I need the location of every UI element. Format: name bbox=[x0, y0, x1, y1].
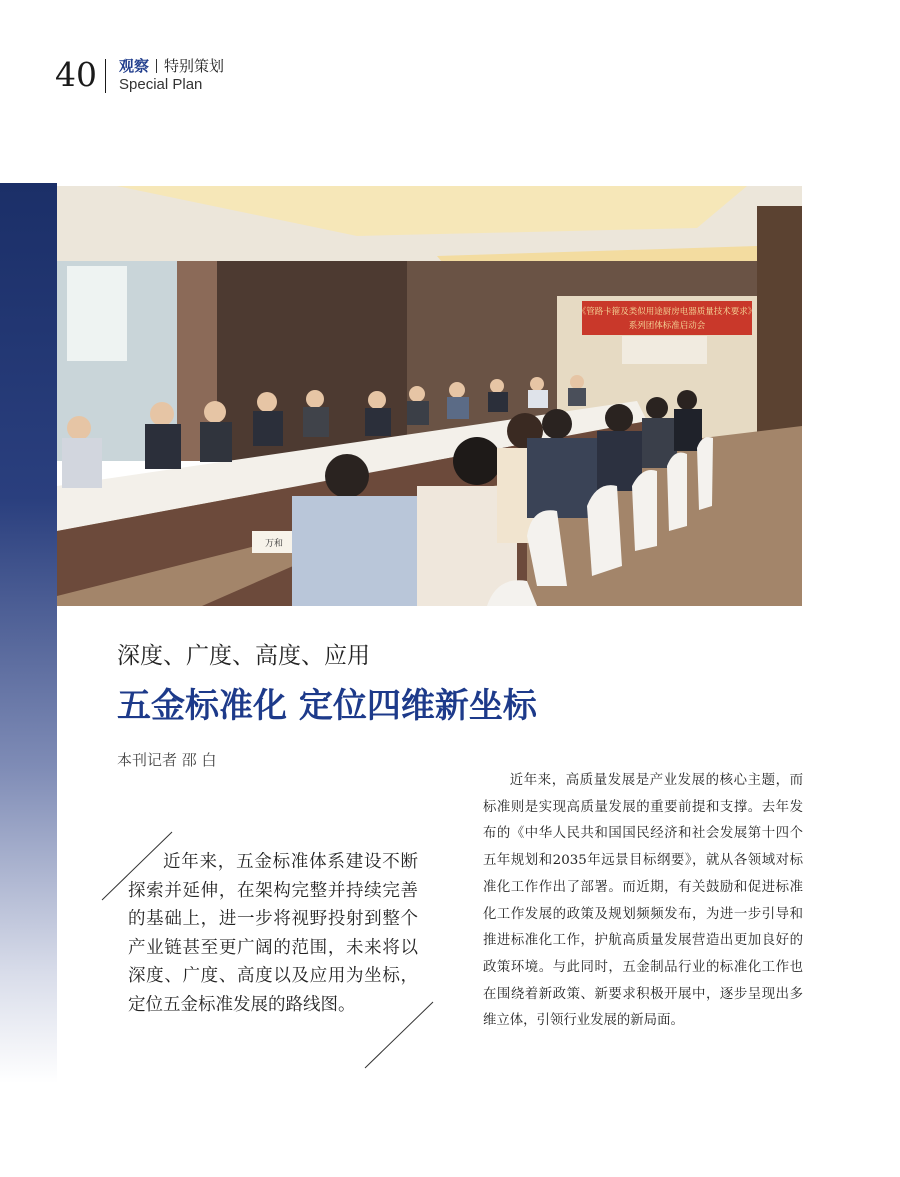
banner-line1: 《管路卡箍及类似用途厨房电器质量技术要求》 bbox=[577, 307, 757, 317]
section-name: 观察 bbox=[119, 57, 150, 75]
page-number: 40 bbox=[55, 55, 97, 94]
section-english: Special Plan bbox=[119, 76, 203, 93]
article-subtitle: 深度、广度、高度、应用 bbox=[117, 643, 370, 669]
article-body: 近年来，高质量发展是产业发展的核心主题，而标准则是实现高质量发展的重要前提和支撑。去年发布的《中华人民共和国国民经济和社会发展第十四个五年规划和2035年远景目标纲要》，就从各领域对标准化工作作出了部署。而近期，有关鼓励和促进标准化工作发展的政策及规划频频发布，为进一步引导和推进标准化工作，护航高质量发展营造出更加良好的政策环境。与此同时，五金制品行业的标准化工作也在围绕着新政策、新要求积极开展中，逐步呈现出多维立体，引领行业发展的新局面。 bbox=[483, 773, 803, 1029]
section-label bbox=[119, 57, 224, 75]
header-divider bbox=[105, 59, 106, 93]
subsection-name: 特别策划 bbox=[164, 57, 225, 75]
quote-decoration-bottom bbox=[363, 1000, 435, 1070]
article-author: 本刊记者 邵 白 bbox=[117, 751, 217, 769]
article-title: 五金标准化 定位四维新坐标 bbox=[117, 686, 537, 726]
photo-name-card: 万和 bbox=[264, 539, 284, 549]
banner-line2: 系列团体标准启动会 bbox=[628, 321, 706, 331]
section-separator bbox=[156, 59, 157, 73]
meeting-photo bbox=[57, 186, 802, 606]
pull-quote: 近年来，五金标准体系建设不断探索并延伸，在架构完整并持续完善的基础上，进一步将视野投射到整个产业链甚至更广阔的范围，未来将以深度、广度、高度以及应用为坐标，定位五金标准发展的路线图。 bbox=[128, 852, 418, 1015]
side-color-band bbox=[0, 183, 57, 1083]
